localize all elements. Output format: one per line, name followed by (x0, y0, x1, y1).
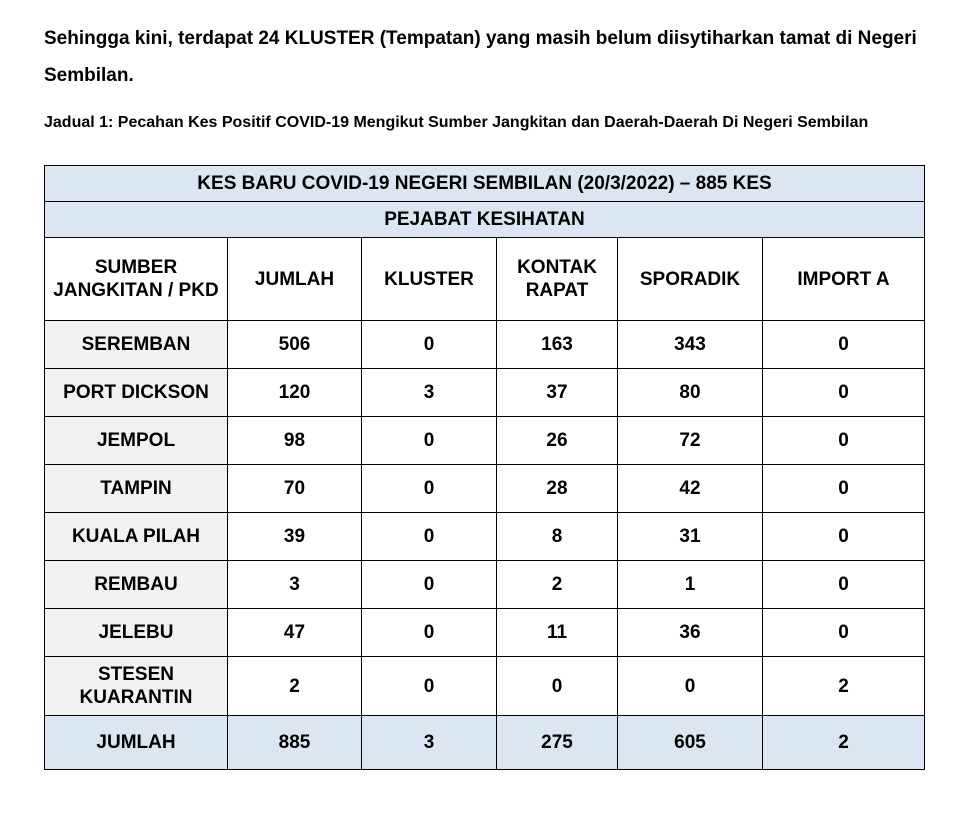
close-contact-cell: 8 (497, 513, 618, 561)
district-cell: PORT DICKSON (45, 369, 228, 417)
total-cell: 506 (228, 321, 362, 369)
sporadic-cell: 36 (618, 609, 763, 657)
district-cell: JEMPOL (45, 417, 228, 465)
cluster-cell: 0 (362, 417, 497, 465)
table-row (45, 321, 925, 369)
close-contact-cell: 275 (497, 716, 618, 770)
close-contact-cell: 28 (497, 465, 618, 513)
close-contact-cell: 11 (497, 609, 618, 657)
column-header-row (45, 238, 925, 321)
table-subtitle-row (45, 202, 925, 238)
import-cell: 0 (763, 609, 925, 657)
close-contact-cell: 163 (497, 321, 618, 369)
sporadic-cell: 80 (618, 369, 763, 417)
sporadic-cell: 343 (618, 321, 763, 369)
cluster-cell: 0 (362, 609, 497, 657)
covid-cases-table (44, 165, 925, 770)
cluster-cell: 0 (362, 657, 497, 716)
column-header-cluster: KLUSTER (362, 238, 497, 321)
close-contact-cell: 37 (497, 369, 618, 417)
sporadic-cell: 72 (618, 417, 763, 465)
import-cell: 2 (763, 657, 925, 716)
district-cell: KUALA PILAH (45, 513, 228, 561)
cluster-cell: 3 (362, 716, 497, 770)
sporadic-cell: 605 (618, 716, 763, 770)
column-header-import: IMPORT A (763, 238, 925, 321)
intro-paragraph: Sehingga kini, terdapat 24 KLUSTER (Tempatan) yang masih belum diisytiharkan tamat di Negeri Sembilan. (44, 28, 917, 86)
cluster-cell: 0 (362, 465, 497, 513)
total-cell: 39 (228, 513, 362, 561)
close-contact-cell: 26 (497, 417, 618, 465)
import-cell: 0 (763, 321, 925, 369)
table-row (45, 417, 925, 465)
total-cell: 47 (228, 609, 362, 657)
cluster-cell: 0 (362, 513, 497, 561)
column-header-close-contact: KONTAK RAPAT (497, 238, 618, 321)
column-header-total: JUMLAH (228, 238, 362, 321)
table-row (45, 657, 925, 716)
cluster-cell: 0 (362, 321, 497, 369)
close-contact-cell: 2 (497, 561, 618, 609)
district-cell: STESEN KUARANTIN (45, 657, 228, 716)
column-header-sporadic: SPORADIK (618, 238, 763, 321)
sporadic-cell: 1 (618, 561, 763, 609)
table-row (45, 369, 925, 417)
import-cell: 0 (763, 465, 925, 513)
table-row (45, 513, 925, 561)
cluster-cell: 3 (362, 369, 497, 417)
total-cell: 2 (228, 657, 362, 716)
import-cell: 0 (763, 561, 925, 609)
sporadic-cell: 0 (618, 657, 763, 716)
total-cell: 885 (228, 716, 362, 770)
close-contact-cell: 0 (497, 657, 618, 716)
total-row (45, 716, 925, 770)
table-title: KES BARU COVID-19 NEGERI SEMBILAN (20/3/2022) – 885 KES (45, 166, 925, 202)
import-cell: 2 (763, 716, 925, 770)
district-cell: REMBAU (45, 561, 228, 609)
total-cell: 70 (228, 465, 362, 513)
import-cell: 0 (763, 513, 925, 561)
total-cell: 3 (228, 561, 362, 609)
district-cell: TAMPIN (45, 465, 228, 513)
table-title-row (45, 166, 925, 202)
total-label-cell: JUMLAH (45, 716, 228, 770)
column-header-source: SUMBER JANGKITAN / PKD (45, 238, 228, 321)
district-cell: JELEBU (45, 609, 228, 657)
cluster-cell: 0 (362, 561, 497, 609)
table-row (45, 561, 925, 609)
import-cell: 0 (763, 369, 925, 417)
district-cell: SEREMBAN (45, 321, 228, 369)
total-cell: 98 (228, 417, 362, 465)
table-row (45, 465, 925, 513)
table-row (45, 609, 925, 657)
sporadic-cell: 31 (618, 513, 763, 561)
import-cell: 0 (763, 417, 925, 465)
total-cell: 120 (228, 369, 362, 417)
table-subtitle: PEJABAT KESIHATAN (45, 202, 925, 238)
table-caption: Jadual 1: Pecahan Kes Positif COVID-19 Mengikut Sumber Jangkitan dan Daerah-Daerah Di Negeri Sembilan (44, 114, 869, 131)
sporadic-cell: 42 (618, 465, 763, 513)
